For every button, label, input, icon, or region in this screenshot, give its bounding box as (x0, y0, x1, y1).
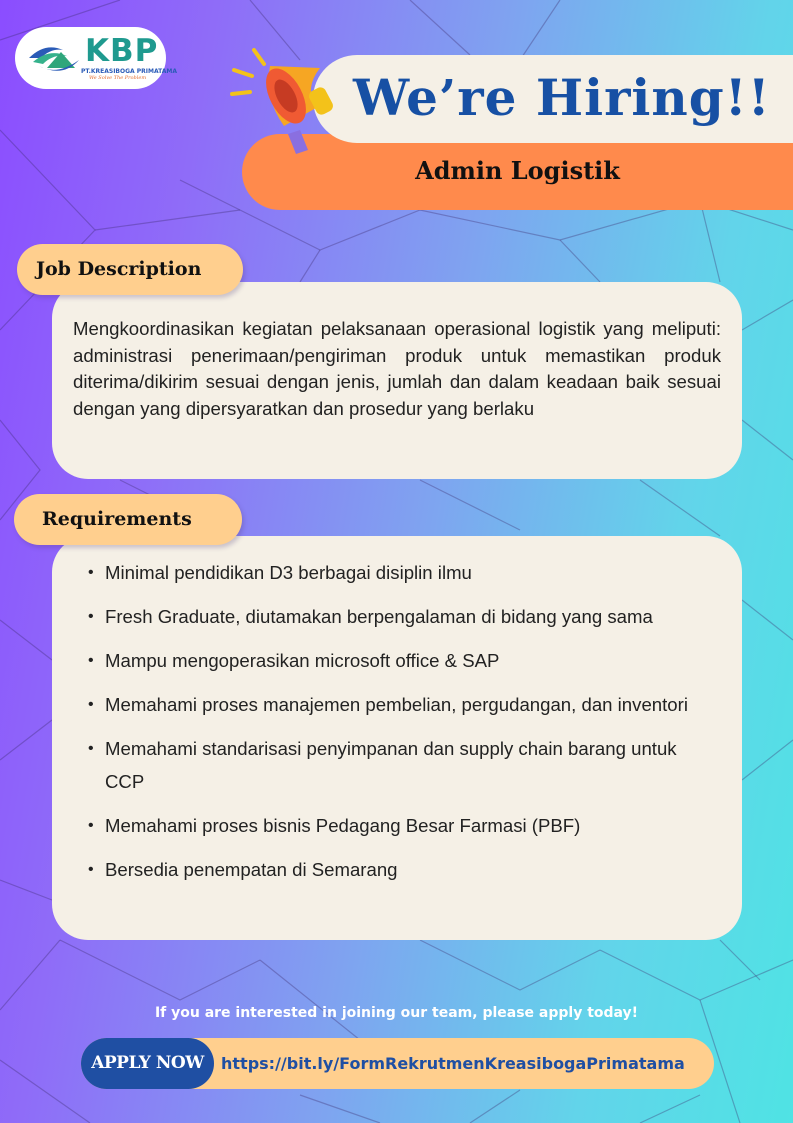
megaphone-icon (224, 38, 336, 160)
kbp-logo-icon (27, 38, 85, 78)
requirement-text: Minimal pendidikan D3 berbagai disiplin ilmu (105, 562, 472, 583)
requirement-text: Fresh Graduate, diutamakan berpengalaman di bidang yang sama (105, 606, 653, 627)
logo-tagline: We Solve The Problem (89, 75, 147, 81)
list-item (88, 644, 708, 677)
page-title: We’re Hiring!! (353, 68, 771, 127)
requirement-text: Memahami proses manajemen pembelian, pergudangan, dan inventori (105, 694, 688, 715)
apply-invitation: If you are interested in joining our team, please apply today! (154, 1005, 639, 1021)
logo-company-name: PT.KREASIBOGA PRIMATAMA (81, 68, 178, 75)
job-description-text: Mengkoordinasikan kegiatan pelaksanaan operasional logistik yang meliputi: administrasi penerimaan/pengiriman produk untuk memastikan produk diterima/dikirim sesuai dengan jenis, jumlah dan dalam keadaan baik sesuai dengan yang dipersyaratkan dan prosedur yang berlaku (73, 318, 721, 419)
list-item (88, 809, 708, 842)
requirement-text: Memahami standarisasi penyimpanan dan supply chain barang untuk CCP (105, 738, 677, 792)
logo-wordmark: KBP (85, 33, 159, 69)
bullet-icon: • (88, 564, 94, 581)
company-logo (15, 27, 178, 89)
bullet-icon: • (88, 608, 94, 625)
requirement-text: Bersedia penempatan di Semarang (105, 859, 398, 880)
requirement-text: Mampu mengoperasikan microsoft office & SAP (105, 650, 500, 671)
bullet-icon: • (88, 740, 94, 757)
hiring-banner (313, 55, 793, 143)
requirements-card (52, 536, 742, 940)
bullet-icon: • (88, 861, 94, 878)
requirements-heading: Requirements (14, 494, 242, 545)
list-item (88, 853, 708, 886)
apply-bar (81, 1038, 714, 1089)
apply-now-button[interactable]: APPLY NOW (81, 1038, 214, 1089)
position-title: Admin Logistik (415, 156, 620, 185)
list-item (88, 732, 708, 798)
list-item (88, 688, 708, 721)
bullet-icon: • (88, 817, 94, 834)
requirements-list (88, 556, 708, 897)
bullet-icon: • (88, 652, 94, 669)
requirement-text: Memahami proses bisnis Pedagang Besar Farmasi (PBF) (105, 815, 581, 836)
list-item (88, 556, 708, 589)
application-form-link[interactable]: https://bit.ly/FormRekrutmenKreasibogaPrimatama (221, 1054, 685, 1073)
job-description-card (52, 282, 742, 479)
list-item (88, 600, 708, 633)
bullet-icon: • (88, 696, 94, 713)
job-description-heading: Job Description (17, 244, 243, 295)
